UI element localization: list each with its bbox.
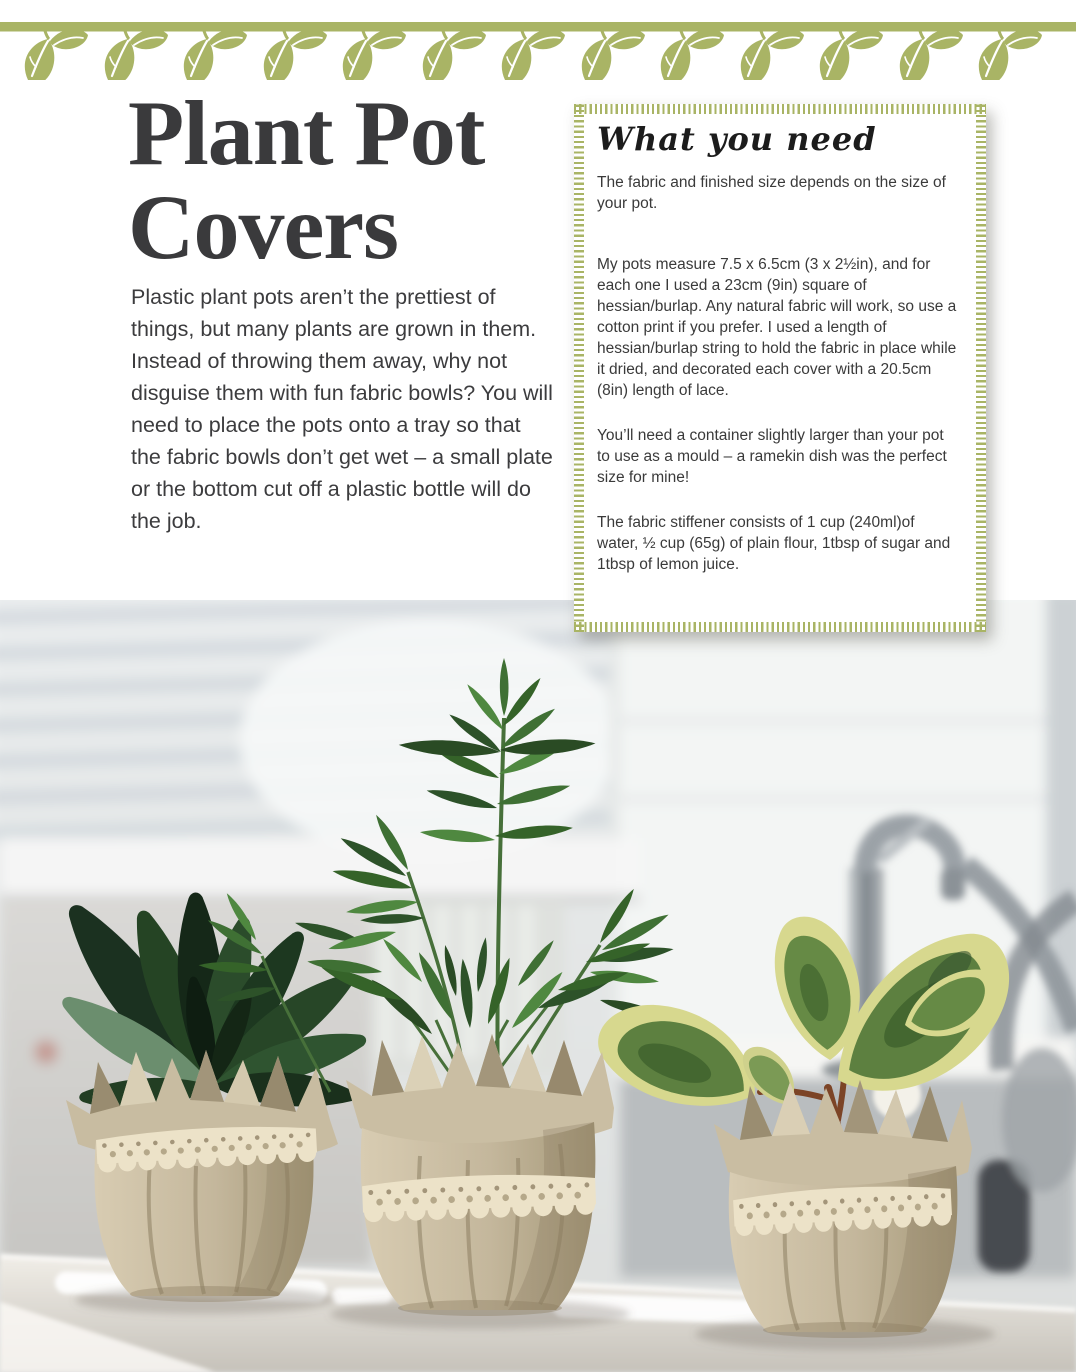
fabric-pot-cover-middle: [346, 1034, 614, 1316]
tick-border-left: [574, 104, 584, 632]
leaf-garland-border: [0, 0, 1076, 80]
plant-pots-photo: [0, 600, 1076, 1372]
plant-pots-photo-illustration: [0, 600, 1076, 1372]
need-box-heading: What you need: [597, 120, 877, 158]
need-paragraph: My pots measure 7.5 x 6.5cm (3 x 2½in), and for each one I used a 23cm (9in) square of hessian/burlap. Any natural fabric will work, so use a cotton print if you prefer. I used a length of hessian/burlap string to hold the fabric in place while it dried, and decorated each cover with a 20.5cm (8in) length of lace.: [597, 256, 957, 399]
need-paragraph: The fabric stiffener consists of 1 cup (240ml)of water, ½ cup (65g) of plain flour, 1tbsp of sugar and 1tbsp of lemon juice.: [597, 514, 951, 573]
need-paragraph: The fabric and finished size depends on the size of your pot.: [597, 174, 946, 212]
need-paragraph: You’ll need a container slightly larger than your pot to use as a mould – a ramekin dish was the perfect size for mine!: [597, 427, 947, 486]
tick-border-bottom: [574, 622, 986, 632]
what-you-need-box: [574, 104, 986, 632]
tick-border-top: [574, 104, 986, 114]
intro-paragraph: Plastic plant pots aren’t the prettiest of things, but many plants are grown in them. Instead of throwing them away, why not disguise them with fun fabric bowls? You will need to place the pots onto a tray so that the fabric bowls don’t get wet – a small plate or the bottom cut off a plastic bottle will do the job.: [131, 285, 553, 533]
page-title: Plant Pot Covers: [128, 82, 485, 278]
leaf-garland-icon: [0, 0, 1076, 80]
tick-border-right: [976, 104, 986, 632]
